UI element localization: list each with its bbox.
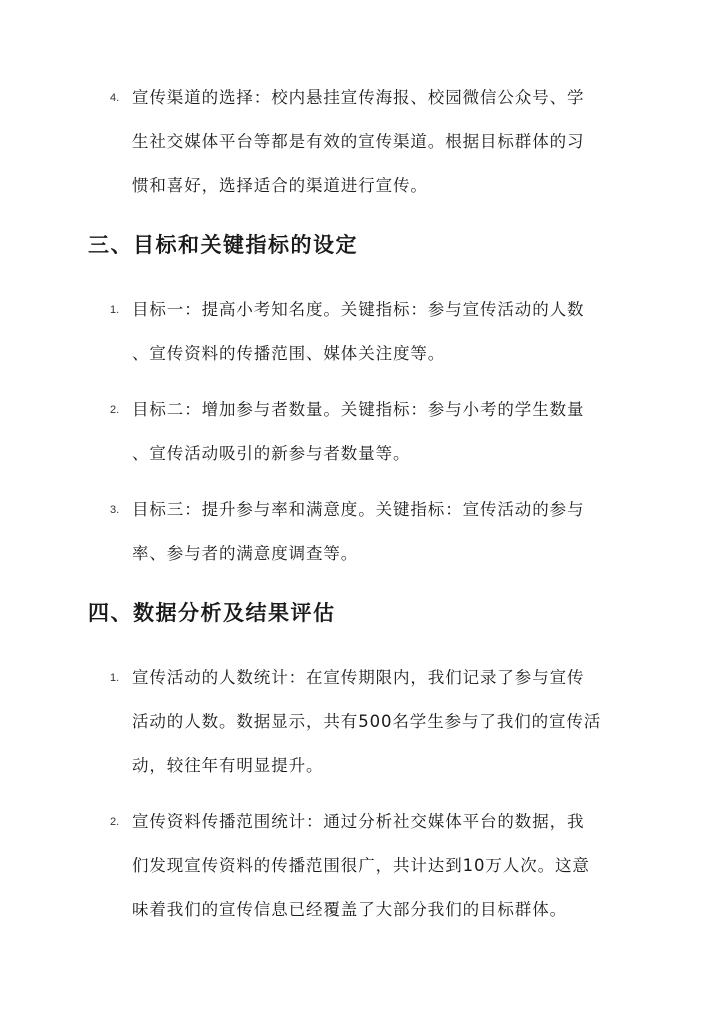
list-text-line: 生社交媒体平台等都是有效的宣传渠道。根据目标群体的习	[132, 132, 585, 151]
list-text-line: 动，较往年有明显提升。	[132, 756, 324, 775]
list-text-line: 宣传资料传播范围统计：通过分析社交媒体平台的数据，我	[132, 812, 585, 831]
list-text-line: 目标三：提升参与率和满意度。关键指标：宣传活动的参与	[132, 500, 585, 519]
list-number: 2.	[110, 816, 120, 828]
list-text-line: 宣传渠道的选择：校内悬挂宣传海报、校园微信公众号、学	[132, 88, 585, 107]
list-number: 1.	[110, 304, 120, 316]
list-text-line: 们发现宣传资料的传播范围很广，共计达到10万人次。这意	[132, 856, 590, 875]
list-text-line: 目标二：增加参与者数量。关键指标：参与小考的学生数量	[132, 400, 585, 419]
list-text-line: 惯和喜好，选择适合的渠道进行宣传。	[132, 176, 428, 195]
section-heading: 四、数据分析及结果评估	[88, 601, 336, 625]
list-text-line: 、宣传活动吸引的新参与者数量等。	[132, 444, 411, 463]
list-text-line: 、宣传资料的传播范围、媒体关注度等。	[132, 344, 446, 363]
list-number: 1.	[110, 672, 120, 684]
list-text-line: 味着我们的宣传信息已经覆盖了大部分我们的目标群体。	[132, 900, 567, 919]
list-text-line: 活动的人数。数据显示，共有500名学生参与了我们的宣传活	[132, 712, 602, 731]
section-heading: 三、目标和关键指标的设定	[88, 233, 358, 257]
list-number: 3.	[110, 504, 120, 516]
list-text-line: 目标一：提高小考知名度。关键指标：参与宣传活动的人数	[132, 300, 585, 319]
list-number: 4.	[110, 92, 120, 104]
list-number: 2.	[110, 404, 120, 416]
list-text-line: 率、参与者的满意度调查等。	[132, 544, 359, 563]
list-text-line: 宣传活动的人数统计：在宣传期限内，我们记录了参与宣传	[132, 668, 585, 687]
